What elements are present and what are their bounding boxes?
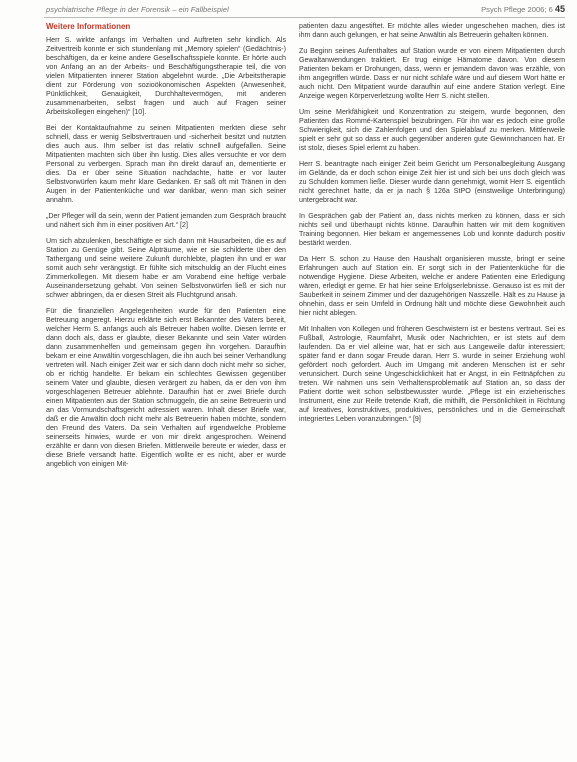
paragraph: Um sich abzulenken, beschäftigte er sich dann mit Hausarbeiten, die es auf Station zu Genüge gibt. Seine Alpträume, wie er sie schilderte über den Tathergang und seine weitere Zukunft durchlebte, plagten ihn und er war somit auch sehr verängstigt. Er fühlte sich mitschuldig an der Flucht eines Zimmerkollegen. Mit diesem habe er am Vorabend eine heftige verbale Auseinandersetzung gehabt. Von seinen Selbstvorwürfen ließ er sich nur schwer abbringen, da er diesen Streit als Fluchtgrund ansah.	[46, 237, 286, 299]
paragraph: Mit Inhalten von Kollegen und früheren Geschwistern ist er bestens vertraut. Sei es Fußball, Astrologie, Raumfahrt, Musik oder Nachrichten, er ist stets auf dem laufenden. Da er viel alleine war, hat er sich aus Langeweile dafür interessiert; später fand er dann sogar Freude daran. Herr S. wurde in seiner Erziehung wohl gefördert noch gefordert. Auch im Umgang mit anderen Menschen ist er sehr verunsichert. Durch seine Ungeschicklichkeit hat er Angst, in ein Fettnäpfchen zu treten. Wir nahmen uns sein Verhaltensproblematik auf Station an, so dass der Patient dortte weit schon selbstbewusster wurde. „Pflege ist ein erzieherisches Instrument, eine zur Reife tretende Kraft, die mithilft, die Persönlichkeit in Richtung auf kreatives, konstruktives, produktives, persönliches und in die Gemeinschaft integriertes Leben voranzubringen.“ [9]	[299, 325, 565, 423]
paragraph: In Gesprächen gab der Patient an, dass nichts merken zu können, dass er sich nichts seil und überhaupt nichts könne. Daraufhin hatten wir mit dem kognitiven Training begonnen. Hier bekam er angemessenes Lob und konnte dadurch positiv bestärkt werden.	[299, 212, 565, 247]
right-column	[299, 22, 565, 429]
quote-paragraph: „Der Pfleger will da sein, wenn der Patient jemanden zum Gespräch braucht und nähert sich ihm in einer positiven Art.“ [2]	[46, 212, 286, 229]
section-title: Weitere Informationen	[46, 22, 131, 31]
paragraph: Herr S. wirkte anfangs im Verhalten und Auftreten sehr kindlich. Als Zeitvertreib konnte er sich stundenlang mit „Memory spielen“ (Gedächtnis-) beschäftigen, da er keine andere Gesellschaftsspiele konnte. Er hörte auch von Anfang an an der Arbeits- und Beschäftigungstherapie teil, die von vielen Mitpatienten innerer Station abgelehnt wurde. „Die Arbeitstherapie dient zur Förderung von sozioökonomischen Aspekten (Anwesenheit, Pünktlichkeit, Genauigkeit, Durchhaltevermögen, mit anderen zusammenarbeiten, selbst fragen und auch auf Fragen seiner Arbeitskollegen eingehen)“ [10].	[46, 36, 286, 116]
paragraph: Da Herr S. schon zu Hause den Haushalt organisieren musste, bringt er seine Erfahrungen auch auf Station ein. Er sorgt sich in der Patientenküche für die notwendige Hygiene. Diese Arbeiten, welche er andere Patienten eine Erledigung wären, erledigt er gerne. Er hat hier seine Erfolgserlebnisse. Genauso ist es mit der Sauberkeit in seinem Zimmer und der dazugehörigen Nasszelle. Hält es zu Hause ja ohnehin, dass er sein Umfeld in Ordnung hält und möchte diese Gewohnheit auch hier nicht ablegen.	[299, 255, 565, 317]
paragraph: Zu Beginn seines Aufenthaltes auf Station wurde er von einem Mitpatienten durch Gewaltanwendungen traktiert. Er trug einige Hämatome davon. Von diesem Patienten bekam er Drohungen, dass, wenn er jemandem davon was erzähle, von ihm angegriffen würde. Dass er nur nicht schlafe wäre und auf diesem Wort hätte er auch nicht. Den Mitpatient wurde daraufhin auf eine andere Station verlegt. Eine Anzeige wegen Körperverletzung wollte Herr S. nicht stellen.	[299, 47, 565, 100]
left-column	[46, 22, 286, 474]
header-rule	[44, 17, 565, 18]
running-header-title: psychiatrische Pflege in der Forensik – ein Fallbeispiel	[46, 5, 229, 14]
journal-citation: Psych Pflege 2006; 6	[481, 5, 553, 14]
paragraph: Herr S. beantragte nach einiger Zeit beim Gericht um Personalbegleitung Ausgang im Gelände, da er doch schon einige Zeit hier ist und sich bei uns doch gleich was zu Schulden kommen ließe. Dieser wurde dann genehmigt, womit Herr S. eigentlich nicht gerechnet hatte, da er ja nach § 126a StPO (einstweilige Unterbringung) untergebracht war.	[299, 160, 565, 204]
running-header-journal	[481, 4, 565, 14]
paragraph: Für die finanziellen Angelegenheiten wurde für den Patienten eine Betreuung angeregt. Hierzu erklärte sich erst Bekannter des Vaters bereit, welcher Herrn S. anfangs auch als Betreuer haben wollte. Diesen lernte er dann doch als, dass er glaubte, dieser Bekannte und sein Vater würden dann zusammenhelfen und gemeinsam gegen ihn vorgehen. Daraufhin bekam er eine Anwältin vorgeschlagen, die ihn auch bei seiner Verhandlung vertreten will. Nach einiger Zeit war er sich dann doch nicht mehr so sicher, ob er richtig handelte. Er bekam ein schlechtes Gewissen gegenüber seinem Vater und glaubte, diesen verärgert zu haben, da er den von ihm vorgeschlagenen Betreuer ablehnte. Daraufhin hat er zwei Briefe durch einen Mitpatienten aus der Station schmuggeln, die an seine Betreuerin und an das Vormundschaftsgericht adressiert waren. Inhalt dieser Briefe war, daß er die Anwältin doch nicht mehr als Betreuerin haben möchte, sondern den Freund des Vaters. Da sein Verhalten auf irgendwelche Probleme seinerseits hinwies, wurde er von mir direkt angesprochen. Weinend erzählte er dann von diesen Briefen. Mittlerweile bereute er wieder, dass er diese Briefe versandt hatte. Eigentlich wollte er es nicht, aber er wurde angeblich von einigen Mit-	[46, 307, 286, 468]
running-header	[0, 0, 577, 18]
paragraph: Um seine Merkfähigkeit und Konzentration zu steigern, wurde begonnen, den Patienten das Rommé-Kartenspiel beizubringen. Für ihn war es jedoch eine große Schwierigkeit, sich die Zahlenfolgen und den Spielablauf zu merken. Mittlerweile spielt er sehr gut so dass er auch gegenüber anderen gute Gewinnchancen hat. Er ist stolz, dieses Spiel erlernt zu haben.	[299, 108, 565, 152]
page-number: 45	[554, 4, 565, 14]
paragraph: patienten dazu angestiftet. Er möchte alles wieder ungeschehen machen, dies ist ihm dann auch gelungen, er hat seine Anwältin als Betreuerin gehalten können.	[299, 22, 565, 39]
paragraph: Bei der Kontaktaufnahme zu seinen Mitpatienten merkten diese sehr schnell, dass er wenig Selbstvertrauen und -sicherheit besitzt und nutzten dies auch aus. Ihm selber ist das relativ schnell aufgefallen. Seine Mitpatienten machten sich über ihn lustig. Dies alles versuchte er vor dem Personal zu verbergen. Sprach man ihn direkt darauf an, dementierte er dies. Da er über seine Situation nachdachte, hatte er vor lauter Selbstvorwürfen kaum mehr klare Gedanken. Er saß oft mit Tränen in den Augen in der Patientenküche und war dankbar, wenn man sich seiner annahm.	[46, 124, 286, 204]
